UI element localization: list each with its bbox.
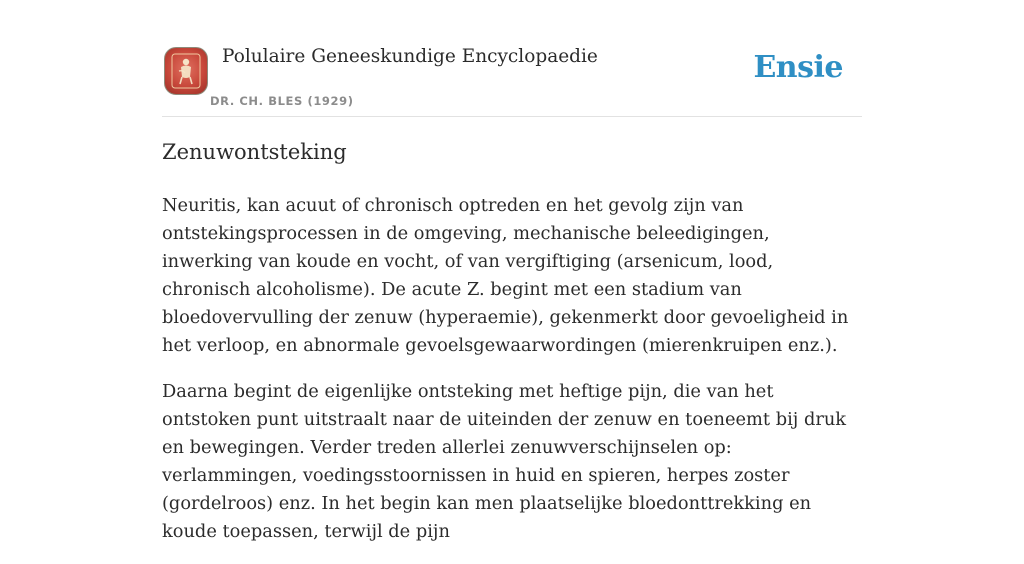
- book-cover-logo[interactable]: [164, 47, 208, 95]
- brand-logo[interactable]: Ensie: [753, 50, 843, 85]
- header: [162, 40, 862, 117]
- article-paragraph: Neuritis, kan acuut of chronisch optreden en het gevolg zijn van ontstekingsprocessen in de omgeving, mechanische beleedigingen, inwerking van koude en vocht, of van vergiftiging (arsenicum, lood, chronisch alcoholisme). De acute Z. begint met een stadium van bloedovervulling der zenuw (hyperaemie), gekenmerkt door gevoeligheid in het verloop, en abnormale gevoelsgewaarwordingen (mierenkruipen enz.).: [162, 195, 849, 356]
- illustrated-book-cover-icon: [171, 53, 201, 89]
- article-title: Zenuwontsteking: [162, 140, 347, 164]
- book-title[interactable]: Polulaire Geneeskundige Encyclopaedie: [222, 46, 598, 67]
- article-paragraph: Daarna begint de eigenlijke ontsteking met heftige pijn, die van het ontstoken punt uitstraalt naar de uiteinden der zenuw en toeneemt bij druk en bewegingen. Verder treden allerlei zenuwverschijnselen op: verlammingen, voedingsstoornissen in huid en spieren, herpes zoster (gordelroos) enz. In het begin kan men plaatselijke bloedonttrekking en koude toepassen, terwijl de pijn: [162, 381, 847, 542]
- article-body: [162, 192, 862, 564]
- author-label: DR. CH. BLES (1929): [210, 94, 354, 108]
